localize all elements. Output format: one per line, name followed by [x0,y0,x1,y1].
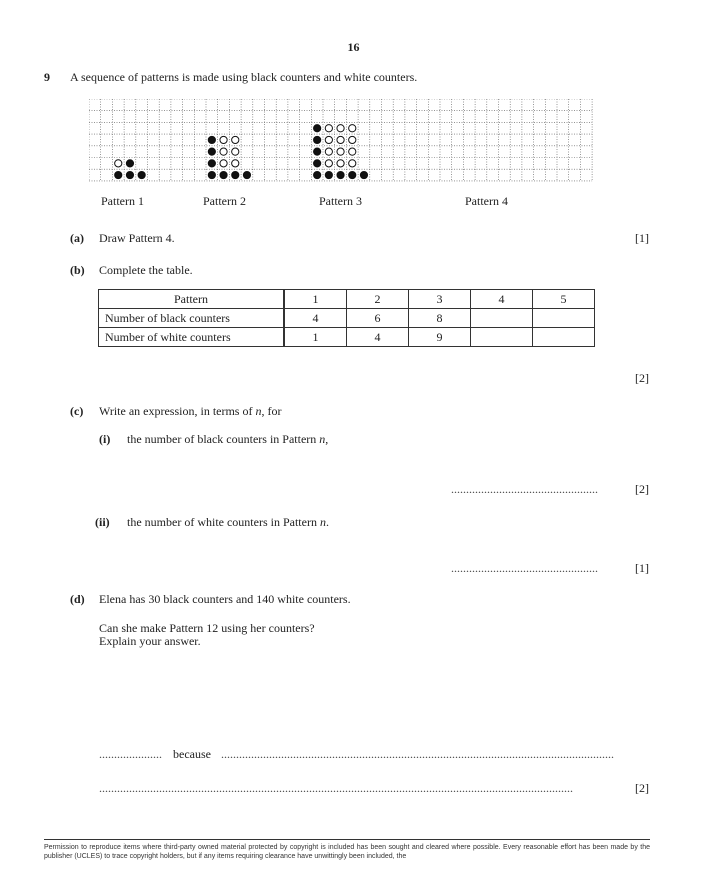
black-counter [208,136,215,143]
part-d-mark: [2] [635,781,649,795]
black-counter [115,171,122,178]
part-c-i-label: (i) [99,432,111,446]
table-cell: 1 [284,328,347,347]
black-counter [126,171,133,178]
pattern-4-label: Pattern 4 [465,194,508,208]
black-counter [232,171,239,178]
white-counter [220,148,227,155]
table-header-cell: 4 [471,290,533,309]
black-counter [126,160,133,167]
page-number: 16 [347,40,360,54]
black-counter [243,171,250,178]
white-counter [349,125,356,132]
part-a-label: (a) [70,231,84,245]
answer-cell[interactable] [471,328,533,347]
table-header-cell: 3 [409,290,471,309]
black-counter [208,171,215,178]
part-d-line2: Explain your answer. [99,634,201,648]
part-a-mark: [1] [635,231,649,245]
white-counter [349,148,356,155]
black-counter [360,171,367,178]
table-row [99,309,595,328]
white-counter [232,136,239,143]
white-counter [220,160,227,167]
copyright-footer: Permission to reproduce items where third-party owned material protected by copyright is included has been sought and cleared where possible. Every reasonable effort has been made by the publisher (UCLES) to trace copyright holders, but if any items requiring clearance have unwittingly been included, the [44,839,650,861]
pattern-grid [89,99,602,183]
table-cell: 6 [347,309,409,328]
black-counter [220,171,227,178]
white-counter [337,125,344,132]
table-header-cell: 2 [347,290,409,309]
answer-line-c-ii[interactable]: ................................................. [451,561,598,575]
white-counter [349,160,356,167]
pattern-1-label: Pattern 1 [101,194,144,208]
black-counter [314,125,321,132]
white-counter [337,148,344,155]
table-cell: 8 [409,309,471,328]
white-counter [232,160,239,167]
answer-line-d-short[interactable]: ..................... [99,747,162,761]
part-c-ii-label: (ii) [95,515,110,529]
part-d-label: (d) [70,592,85,606]
answer-cell[interactable] [471,309,533,328]
table-header-cell: 1 [284,290,347,309]
answer-line-c-i[interactable]: ................................................. [451,482,598,496]
white-counter [115,160,122,167]
white-counter [325,136,332,143]
table-row-label: Number of black counters [99,309,285,328]
part-a-text: Draw Pattern 4. [99,231,175,245]
table-cell: 4 [347,328,409,347]
black-counter [314,136,321,143]
black-counter [208,160,215,167]
white-counter [325,125,332,132]
because-label: because [173,747,211,761]
part-d-line1: Can she make Pattern 12 using her counters? [99,621,315,635]
white-counter [325,160,332,167]
black-counter [314,171,321,178]
question-text: A sequence of patterns is made using black counters and white counters. [70,70,418,84]
black-counter [208,148,215,155]
table-row-label: Number of white counters [99,328,285,347]
white-counter [337,160,344,167]
answer-cell[interactable] [533,328,595,347]
pattern-2-label: Pattern 2 [203,194,246,208]
table-cell: 4 [284,309,347,328]
table-header-row [99,290,595,309]
table-header-cell: 5 [533,290,595,309]
black-counter [349,171,356,178]
part-c-ii-text: the number of white counters in Pattern n. [127,515,329,529]
question-number: 9 [44,70,50,84]
part-b-text: Complete the table. [99,263,193,277]
white-counter [349,136,356,143]
table-cell: 9 [409,328,471,347]
part-c-label: (c) [70,404,84,418]
part-b-label: (b) [70,263,85,277]
answer-cell[interactable] [533,309,595,328]
table-header-label: Pattern [99,290,285,309]
counter-table [98,289,595,347]
part-d-text: Elena has 30 black counters and 140 white counters. [99,592,351,606]
white-counter [232,148,239,155]
part-c-ii-mark: [1] [635,561,649,575]
black-counter [314,148,321,155]
table-row [99,328,595,347]
part-c-i-mark: [2] [635,482,649,496]
white-counter [325,148,332,155]
white-counter [220,136,227,143]
black-counter [314,160,321,167]
answer-line-d-explain[interactable]: .............................................................................................................................................................. [99,781,573,795]
black-counter [325,171,332,178]
part-b-mark: [2] [635,371,649,385]
white-counter [337,136,344,143]
black-counter [138,171,145,178]
answer-line-d-because[interactable]: ................................................................................................................................... [221,747,614,761]
pattern-3-label: Pattern 3 [319,194,362,208]
black-counter [337,171,344,178]
part-c-text: Write an expression, in terms of n, for [99,404,282,418]
part-c-i-text: the number of black counters in Pattern n, [127,432,329,446]
